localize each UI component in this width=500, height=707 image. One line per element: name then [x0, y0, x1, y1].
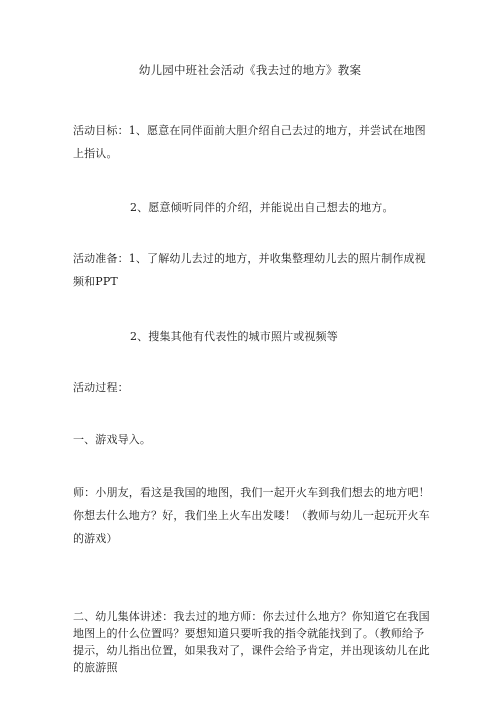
- paragraph-goal-2: 2、愿意倾听同伴的介绍，并能说出自己想去的地方。: [130, 201, 394, 214]
- paragraph-teacher-talk: 师：小朋友，看这是我国的地图，我们一起开火车到我们想去的地方吧！你想去什么地方？好，我们坐上火车出发喽！（教师与幼儿一起玩开火车的游戏）: [73, 486, 430, 545]
- paragraph-process-heading: 活动过程：: [73, 381, 129, 394]
- paragraph-prep-2: 2、搜集其他有代表性的城市照片或视频等: [130, 330, 338, 343]
- paragraph-prep-1: 活动准备：1、了解幼儿去过的地方，并收集整理幼儿去的照片制作成视频和PPT: [73, 252, 426, 288]
- paragraph-section-2: 二、幼儿集体讲述：我去过的地方师：你去过什么地方？你知道它在我国地图上的什么位置吗？要想知道只要听我的指令就能找到了。（教师给予提示，幼儿指出位置，如果我对了，课件会给予肯定，并出现该幼儿在此的旅游照: [73, 610, 430, 674]
- document-title: 幼儿园中班社会活动《我去过的地方》教案: [138, 63, 362, 77]
- paragraph-section-1: 一、游戏导入。: [73, 433, 152, 446]
- paragraph-goal-1: 活动目标：1、愿意在同伴面前大胆介绍自己去过的地方，并尝试在地图上指认。: [73, 124, 426, 160]
